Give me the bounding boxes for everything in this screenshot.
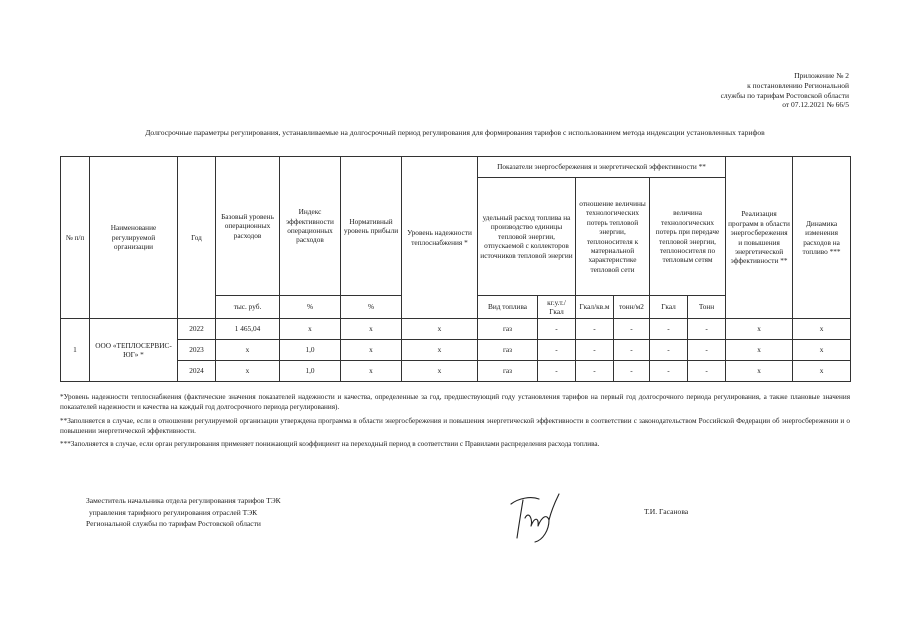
unit-profit: %	[341, 296, 402, 319]
header-reliability: Уровень надежности теплоснабжения *	[402, 157, 478, 319]
unit-fuel: кг.у.т./Гкал	[538, 296, 576, 319]
unit-loss-1: Гкал	[650, 296, 688, 319]
cell-loss-2: -	[688, 319, 726, 340]
cell-reliability: x	[402, 319, 478, 340]
unit-ratio-1: Гкал/кв.м	[576, 296, 614, 319]
cell-loss-2: -	[688, 361, 726, 382]
cell-fuel: -	[538, 340, 576, 361]
cell-base: 1 465,04	[216, 319, 280, 340]
cell-loss-1: -	[650, 319, 688, 340]
document-title: Долгосрочные параметры регулирования, устанавливаемые на долгосрочный период регулирования для формирования тарифов с использованием метода индексации установленных тарифов	[145, 128, 765, 137]
footnotes	[60, 392, 850, 453]
cell-loss-1: -	[650, 340, 688, 361]
cell-reliability: x	[402, 340, 478, 361]
cell-dynamics: x	[793, 340, 851, 361]
cell-year: 2024	[178, 361, 216, 382]
footnote-energy-program: **Заполняется в случае, если в отношении регулируемой организации утверждена программа в области энергосбережения и повышения энергетической эффективности в соответствии с законодательством Российской Федерации об энергосбережении и о повышении энергетической эффективности.	[60, 416, 850, 435]
appendix-line: от 07.12.2021 № 66/5	[782, 100, 849, 110]
cell-year: 2023	[178, 340, 216, 361]
cell-base: x	[216, 340, 280, 361]
appendix-line: к постановлению Региональной	[747, 80, 849, 90]
header-loss-value: величина технологических потерь при передаче тепловой энергии, теплоносителя по тепловым сетям	[650, 178, 726, 296]
header-profit-level: Нормативный уровень прибыли	[341, 157, 402, 296]
cell-index: x	[280, 319, 341, 340]
table-row	[61, 319, 851, 340]
unit-base: тыс. руб.	[216, 296, 280, 319]
unit-fuel-type: Вид топлива	[478, 296, 538, 319]
cell-reliability: x	[402, 361, 478, 382]
cell-profit: x	[341, 361, 402, 382]
cell-base: x	[216, 361, 280, 382]
cell-program: x	[726, 319, 793, 340]
position-line: управления тарифного регулирования отраслей ТЭК	[89, 507, 258, 517]
signatory-position	[86, 495, 386, 530]
appendix-line: Приложение № 2	[794, 71, 849, 80]
footnote-reliability: *Уровень надежности теплоснабжения (фактические значения показателей надежности и качества, определенные за год, предшествующий году установления тарифов на первый год долгосрочного периода регулирования, а также плановые значения показателей надежности и качества на каждый год долгосрочного периода регулирования).	[60, 393, 850, 411]
cell-program: x	[726, 361, 793, 382]
cell-ratio-2: -	[614, 361, 650, 382]
footnote-fuel-dynamics: ***Заполняется в случае, если орган регулирования применяет понижающий коэффициент на переходный период в соответствии с Правилами распределения расхода топлива.	[60, 440, 600, 448]
org-number: 1	[61, 319, 90, 382]
position-line: Заместитель начальника отдела регулирования тарифов ТЭК	[86, 496, 281, 505]
cell-year: 2022	[178, 319, 216, 340]
header-org: Наименование регулируемой организации	[90, 157, 178, 319]
cell-index: 1,0	[280, 340, 341, 361]
unit-index: %	[280, 296, 341, 319]
header-year: Год	[178, 157, 216, 319]
table-row	[61, 361, 851, 382]
cell-ratio-1: -	[576, 340, 614, 361]
position-line: Региональной службы по тарифам Ростовской области	[86, 519, 261, 528]
cell-ratio-1: -	[576, 361, 614, 382]
header-loss-ratio: отношение величины технологических потерь тепловой энергии, теплоносителя к материальной характеристике тепловой сети	[576, 178, 650, 296]
header-fuel-dynamics: Динамика изменения расходов на топливо ***	[793, 157, 851, 319]
unit-ratio-2: тонн/м2	[614, 296, 650, 319]
org-name: ООО «ТЕПЛОСЕРВИС-ЮГ» *	[90, 319, 178, 382]
cell-ratio-2: -	[614, 340, 650, 361]
cell-ratio-1: -	[576, 319, 614, 340]
cell-fuel-type: газ	[478, 319, 538, 340]
cell-loss-2: -	[688, 340, 726, 361]
appendix-block	[549, 71, 849, 110]
header-base-costs: Базовый уровень операционных расходов	[216, 157, 280, 296]
header-program: Реализация программ в области энергосбережения и повышения энергетической эффективности **	[726, 157, 793, 319]
header-num: № п/п	[61, 157, 90, 319]
regulation-parameters-table	[60, 156, 851, 382]
cell-fuel: -	[538, 319, 576, 340]
cell-loss-1: -	[650, 361, 688, 382]
header-fuel-consumption: удельный расход топлива на производство единицы тепловой энергии, отпускаемой с коллекторов источников тепловой энергии	[478, 178, 576, 296]
cell-profit: x	[341, 340, 402, 361]
cell-fuel-type: газ	[478, 340, 538, 361]
cell-index: 1,0	[280, 361, 341, 382]
cell-profit: x	[341, 319, 402, 340]
cell-ratio-2: -	[614, 319, 650, 340]
table-row	[61, 340, 851, 361]
cell-fuel-type: газ	[478, 361, 538, 382]
appendix-line: службы по тарифам Ростовской области	[720, 90, 849, 100]
header-energy-group: Показатели энергосбережения и энергетической эффективности **	[478, 157, 726, 178]
cell-fuel: -	[538, 361, 576, 382]
cell-program: x	[726, 340, 793, 361]
handwritten-signature	[505, 490, 565, 546]
header-efficiency-index: Индекс эффективности операционных расходов	[280, 157, 341, 296]
cell-dynamics: x	[793, 319, 851, 340]
signer-name: Т.И. Гасанова	[644, 507, 689, 516]
cell-dynamics: x	[793, 361, 851, 382]
unit-loss-2: Тонн	[688, 296, 726, 319]
